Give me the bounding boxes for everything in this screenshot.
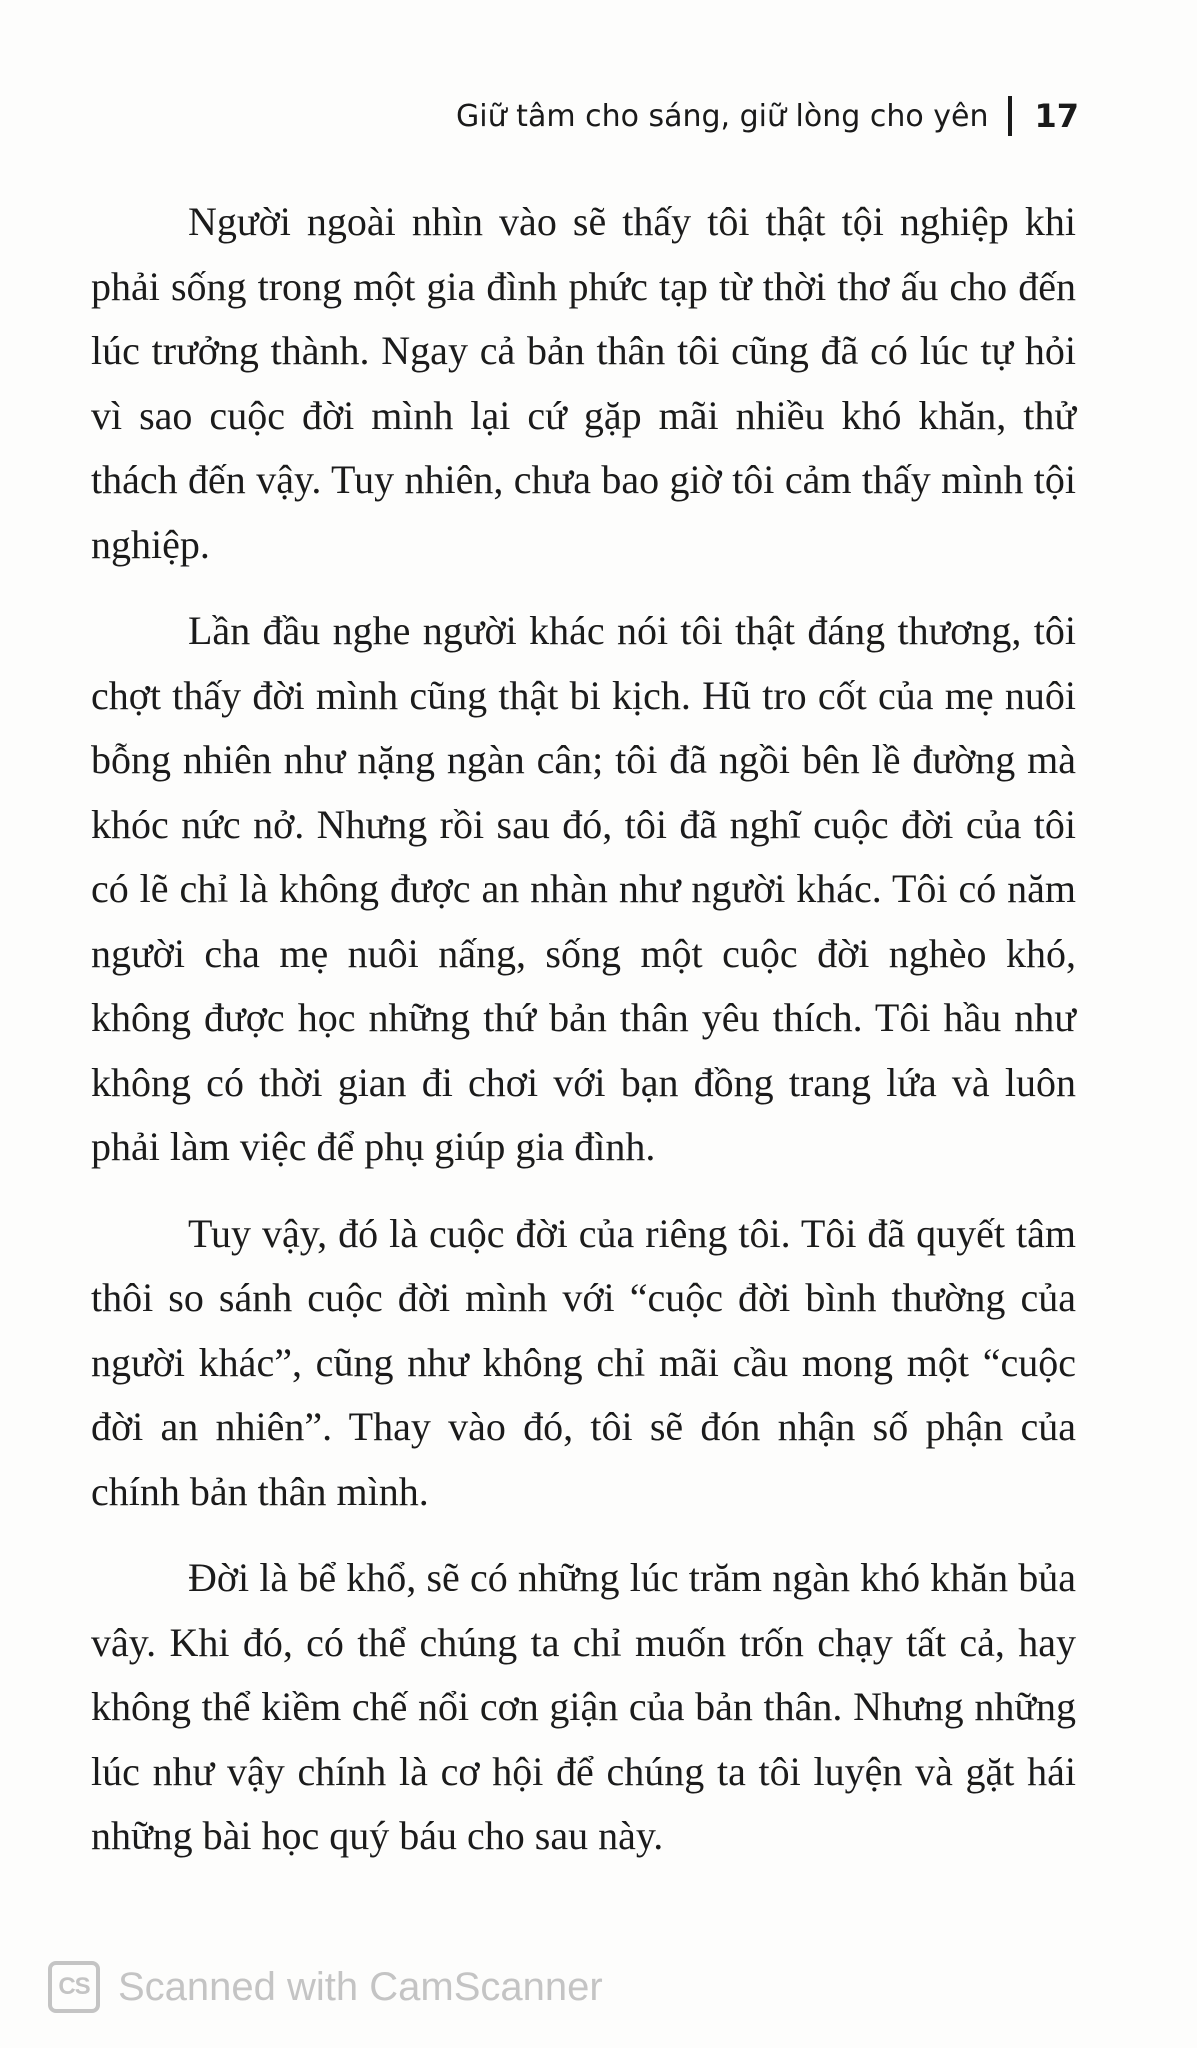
running-header bbox=[456, 96, 1079, 136]
paragraph-1: Người ngoài nhìn vào sẽ thấy tôi thật tội nghiệp khi phải sống trong một gia đình phức tạp từ thời thơ ấu cho đến lúc trưởng thành. Ngay cả bản thân tôi cũng đã có lúc tự hỏi vì sao cuộc đời mình lại cứ gặp mãi nhiều khó khăn, thử thách đến vậy. Tuy nhiên, chưa bao giờ tôi cảm thấy mình tội nghiệp. bbox=[91, 199, 1076, 567]
header-divider bbox=[1008, 96, 1012, 136]
paragraph-2: Lần đầu nghe người khác nói tôi thật đáng thương, tôi chợt thấy đời mình cũng thật bi kịch. Hũ tro cốt của mẹ nuôi bỗng nhiên như nặng ngàn cân; tôi đã ngồi bên lề đường mà khóc nức nở. Nhưng rồi sau đó, tôi đã nghĩ cuộc đời của tôi có lẽ chỉ là không được an nhàn như người khác. Tôi có năm người cha mẹ nuôi nấng, sống một cuộc đời nghèo khó, không được học những thứ bản thân yêu thích. Tôi hầu như không có thời gian đi chơi với bạn đồng trang lứa và luôn phải làm việc để phụ giúp gia đình. bbox=[91, 608, 1076, 1169]
paragraph-3: Tuy vậy, đó là cuộc đời của riêng tôi. Tôi đã quyết tâm thôi so sánh cuộc đời mình với “cuộc đời bình thường của người khác”, cũng như không chỉ mãi cầu mong một “cuộc đời an nhiên”. Thay vào đó, tôi sẽ đón nhận số phận của chính bản thân mình. bbox=[91, 1210, 1076, 1514]
camscanner-logo-icon: CS bbox=[48, 1961, 100, 2013]
watermark-text: Scanned with CamScanner bbox=[118, 1964, 603, 2009]
page-number: 17 bbox=[1034, 97, 1079, 135]
body-text bbox=[91, 190, 1076, 1891]
scanner-watermark bbox=[48, 1961, 603, 2013]
paragraph-4: Đời là bể khổ, sẽ có những lúc trăm ngàn khó khăn bủa vây. Khi đó, có thể chúng ta chỉ muốn trốn chạy tất cả, hay không thể kiềm chế nổi cơn giận của bản thân. Nhưng những lúc như vậy chính là cơ hội để chúng ta tôi luyện và gặt hái những bài học quý báu cho sau này. bbox=[91, 1555, 1076, 1858]
running-title: Giữ tâm cho sáng, giữ lòng cho yên bbox=[456, 98, 989, 134]
